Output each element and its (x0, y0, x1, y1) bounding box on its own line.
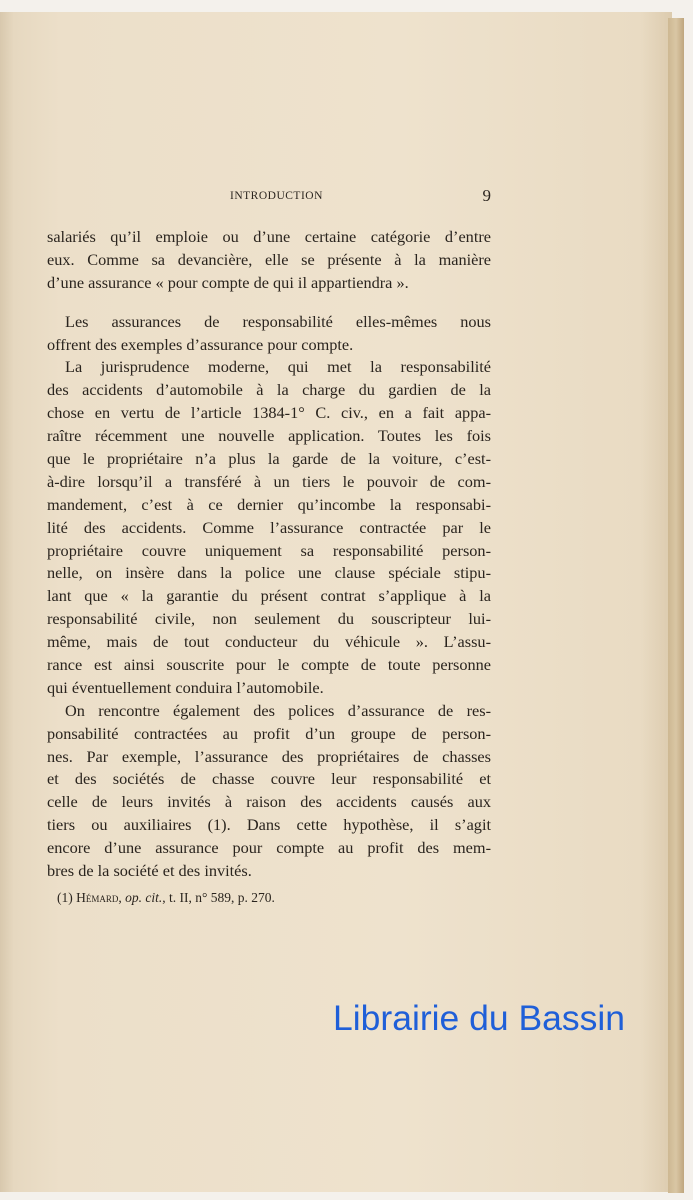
text-line: nes. Par exemple, l’assurance des propriétaires de chasses (47, 746, 491, 766)
text-line: responsabilité civile, non seulement du souscripteur lui- (47, 609, 491, 629)
text-line: des accidents d’automobile à la charge du gardien de la (47, 380, 491, 400)
text-line: d’une assurance « pour compte de qui il appartiendra ». (47, 272, 409, 292)
text-line: nelle, on insère dans la police une clause spéciale stipu- (47, 563, 491, 583)
page-edge (668, 18, 684, 1193)
footnote-rest: , t. II, n° 589, p. 270. (162, 890, 275, 905)
text-line: encore d’une assurance pour compte au profit des mem- (47, 838, 491, 858)
text-line: ponsabilité contractées au profit d’un groupe de person- (47, 723, 491, 743)
page-header (47, 188, 491, 208)
text-line: On rencontre également des polices d’assurance de res- (65, 700, 491, 720)
text-line: propriétaire couvre uniquement sa responsabilité person- (47, 540, 491, 560)
text-line: raître récemment une nouvelle application. Toutes les fois (47, 426, 491, 446)
text-line: qui éventuellement conduira l’automobile. (47, 677, 324, 697)
text-line: eux. Comme sa devancière, elle se présente à la manière (47, 249, 491, 269)
body-text (47, 226, 491, 883)
text-line: que le propriétaire n’a plus la garde de la voiture, c’est- (47, 449, 491, 469)
footnote-author: Hémard (76, 890, 119, 905)
text-line: mandement, c’est à ce dernier qu’incombe la responsabi- (47, 494, 491, 514)
text-line: lité des accidents. Comme l’assurance contractée par le (47, 517, 491, 537)
text-line: même, mais de tout conducteur du véhicule ». L’assu- (47, 632, 491, 652)
text-line: Les assurances de responsabilité elles-mêmes nous (65, 311, 491, 331)
text-line: offrent des exemples d’assurance pour compte. (47, 334, 354, 354)
text-line: bres de la société et des invités. (47, 861, 252, 881)
footnote-ref: op. cit. (125, 890, 163, 905)
running-head: INTRODUCTION (230, 190, 323, 202)
footnote-marker: (1) (57, 890, 73, 905)
watermark: Librairie du Bassin (333, 998, 626, 1038)
text-line: lant que « la garantie du présent contrat s’applique à la (47, 586, 491, 606)
text-line: à-dire lorsqu’il a transféré à un tiers le pouvoir de com- (47, 471, 491, 491)
page-number: 9 (482, 186, 491, 205)
text-line: tiers ou auxiliaires (1). Dans cette hypothèse, il s’agit (47, 815, 491, 835)
text-line: chose en vertu de l’article 1384-1° C. civ., en a fait appa- (47, 403, 491, 423)
text-line: et des sociétés de chasse couvre leur responsabilité et (47, 769, 491, 789)
text-line: salariés qu’il emploie ou d’une certaine catégorie d’entre (47, 227, 491, 246)
footnote: (1) Hémard, op. cit., t. II, n° 589, p. 270. (57, 890, 275, 905)
text-line: rance est ainsi souscrite pour le compte de toute personne (47, 655, 491, 675)
text-line: La jurisprudence moderne, qui met la responsabilité (65, 357, 491, 377)
text-line: celle de leurs invités à raison des accidents causés aux (47, 792, 491, 812)
